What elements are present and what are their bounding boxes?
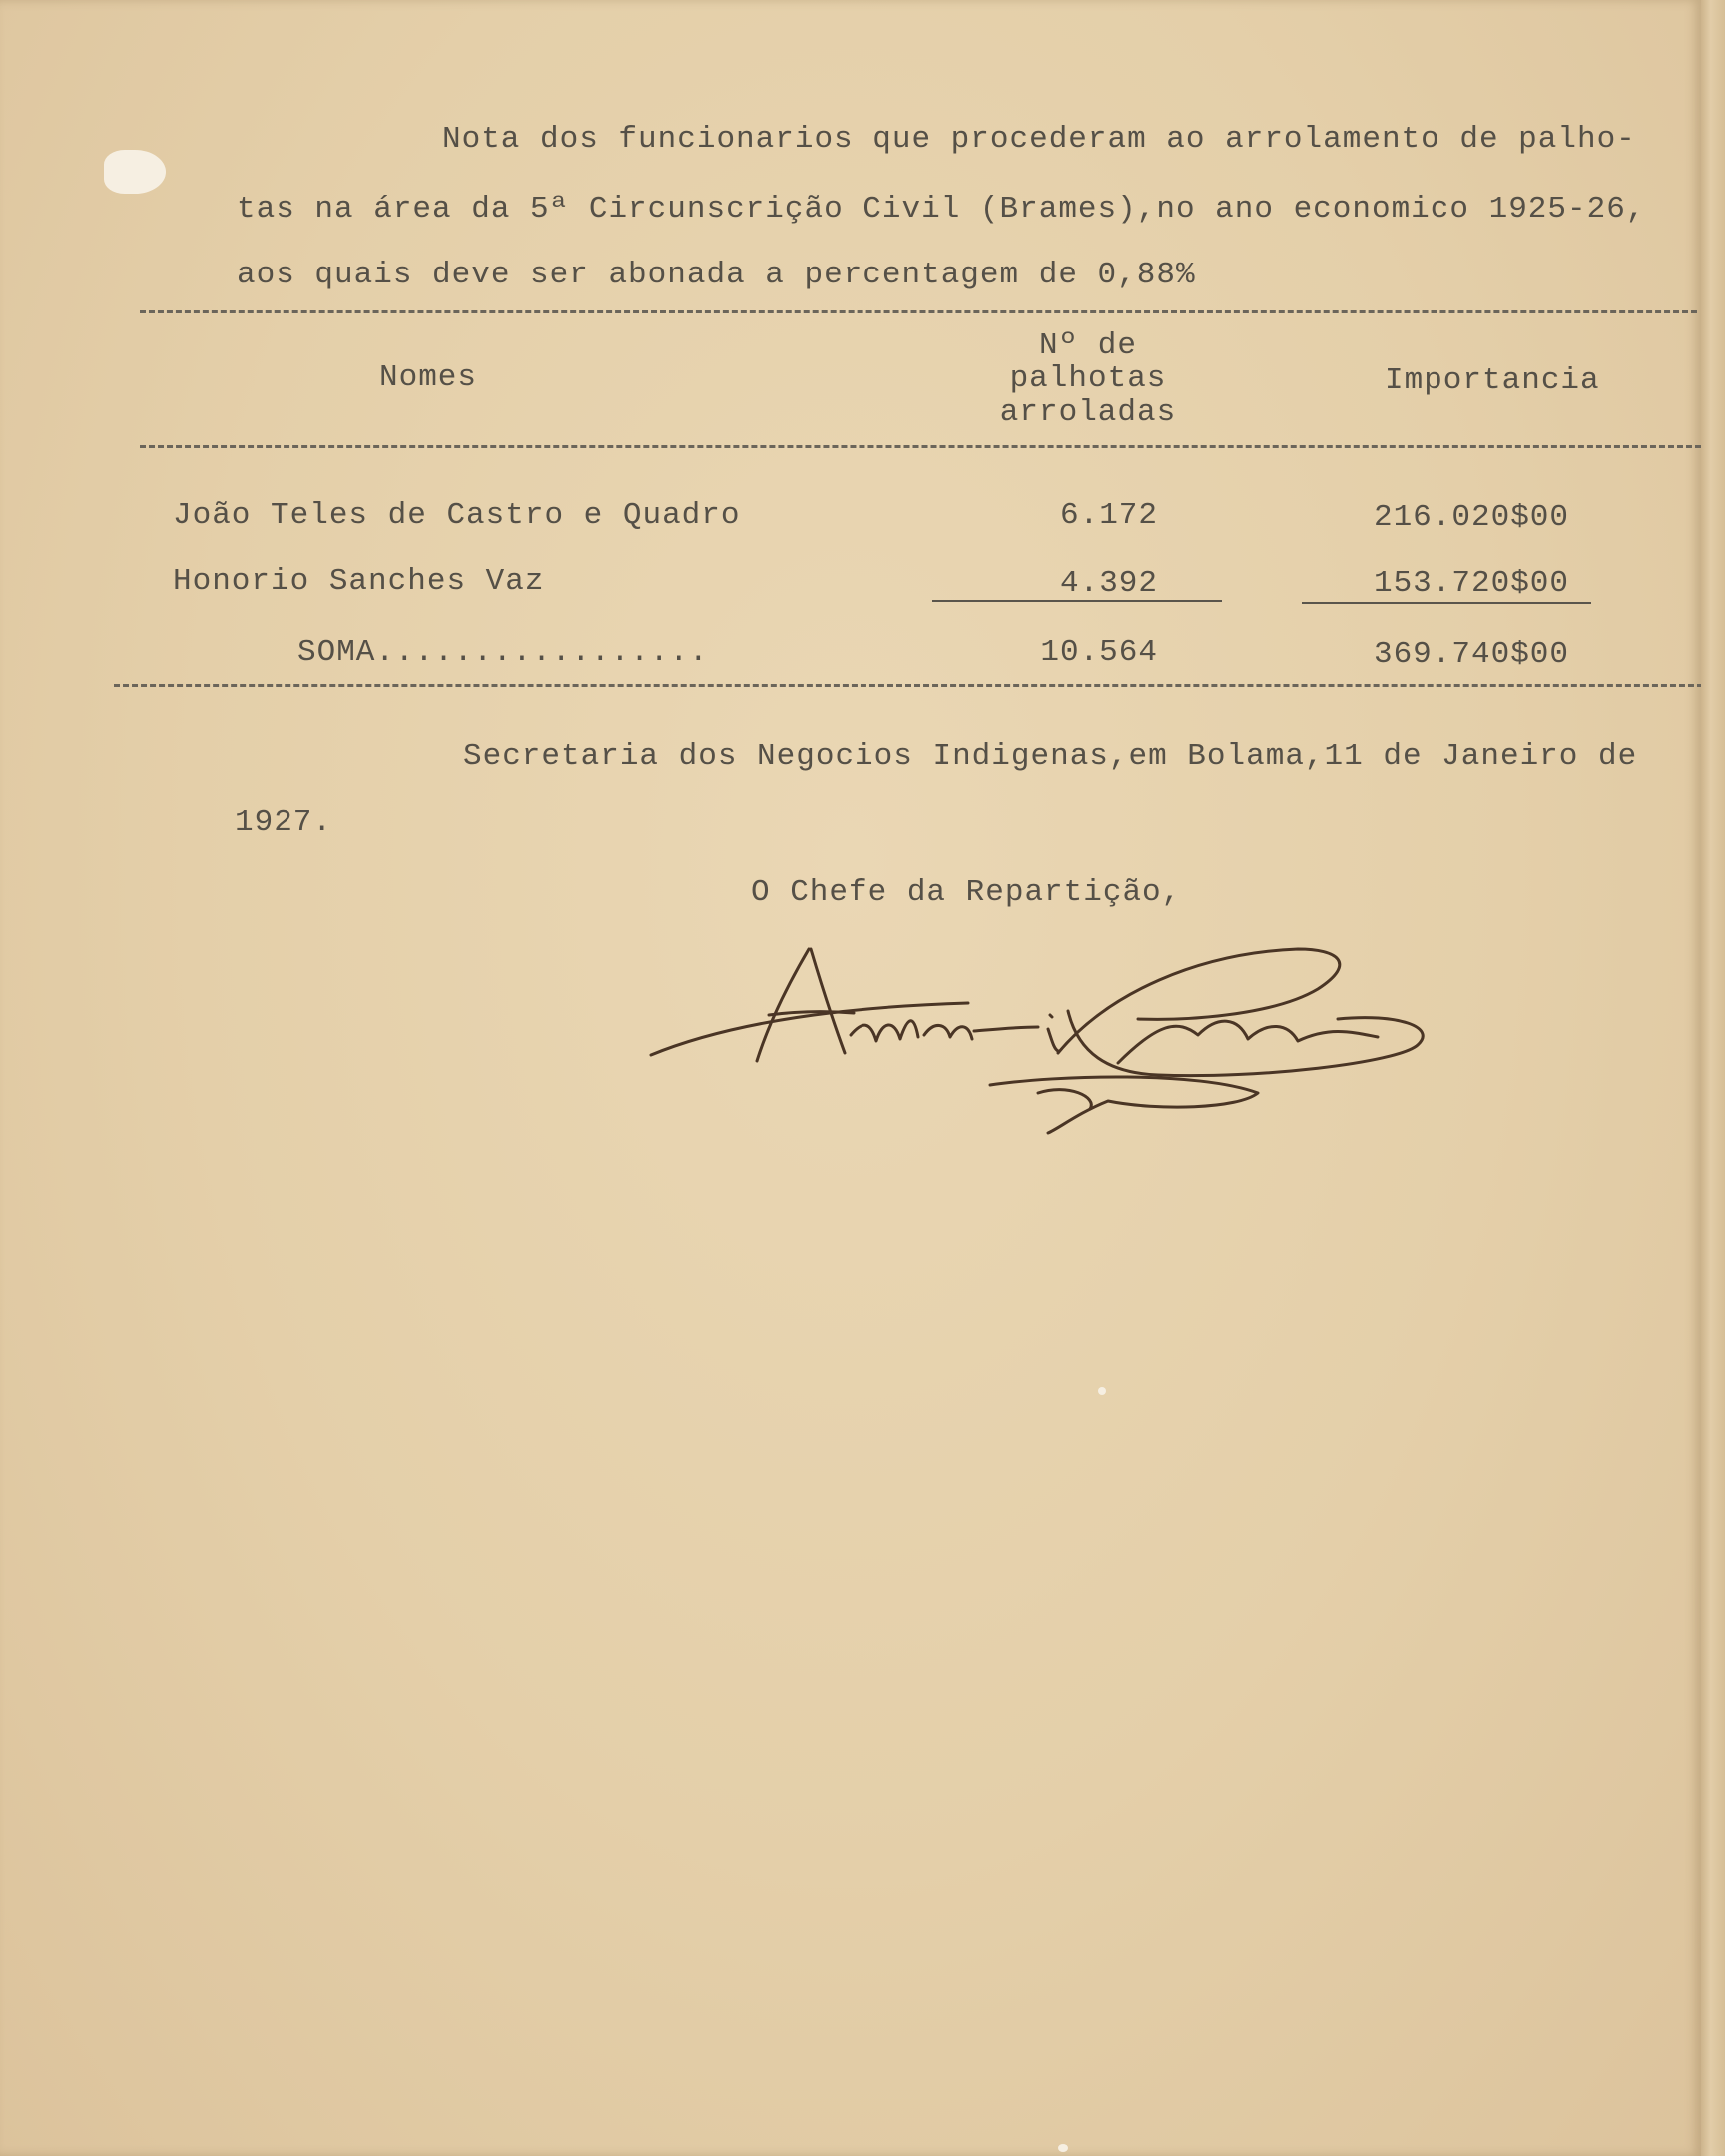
header-count-line-2: palhotas	[1009, 361, 1167, 396]
table-row-1-amount: 216.020$00	[1373, 500, 1569, 535]
paper-speck	[1058, 2144, 1068, 2152]
paper-tear	[104, 150, 166, 194]
table-row-1-count: 6.172	[1059, 498, 1158, 533]
table-bottom-rule	[114, 684, 1703, 687]
table-row-2-name: Honorio Sanches Vaz	[173, 564, 545, 599]
table-row-2-amount: 153.720$00	[1373, 566, 1569, 601]
header-count-line-3: arroladas	[999, 395, 1177, 430]
intro-line-2: tas na área da 5ª Circunscrição Civil (Brames),no ano economico 1925-26,	[237, 192, 1646, 227]
intro-line-3: aos quais deve ser abonada a percentagem de 0,88%	[237, 258, 1196, 292]
count-subtotal-rule	[932, 600, 1222, 602]
paper-edge	[1701, 0, 1725, 2156]
header-amount: Importancia	[1385, 363, 1600, 398]
header-bottom-rule	[140, 445, 1701, 448]
header-count-line-1: Nº de	[1038, 328, 1137, 363]
intro-line-1: Nota dos funcionarios que procederam ao arrolamento de palho-	[442, 122, 1636, 157]
handwritten-signature	[639, 903, 1487, 1143]
closing-place-date: Secretaria dos Negocios Indigenas,em Bolama,11 de Janeiro de	[463, 739, 1638, 774]
table-row-1-name: João Teles de Castro e Quadro	[173, 498, 741, 533]
closing-role: O Chefe da Repartição,	[751, 875, 1182, 910]
total-label: SOMA.................	[297, 635, 709, 670]
table-top-rule	[140, 310, 1697, 313]
total-amount: 369.740$00	[1373, 637, 1569, 672]
amount-subtotal-rule	[1302, 602, 1591, 604]
paper-speck	[1098, 1387, 1106, 1395]
table-row-2-count: 4.392	[1059, 566, 1158, 601]
header-names: Nomes	[379, 360, 478, 395]
closing-year: 1927.	[235, 806, 333, 840]
total-count: 10.564	[1040, 635, 1158, 670]
